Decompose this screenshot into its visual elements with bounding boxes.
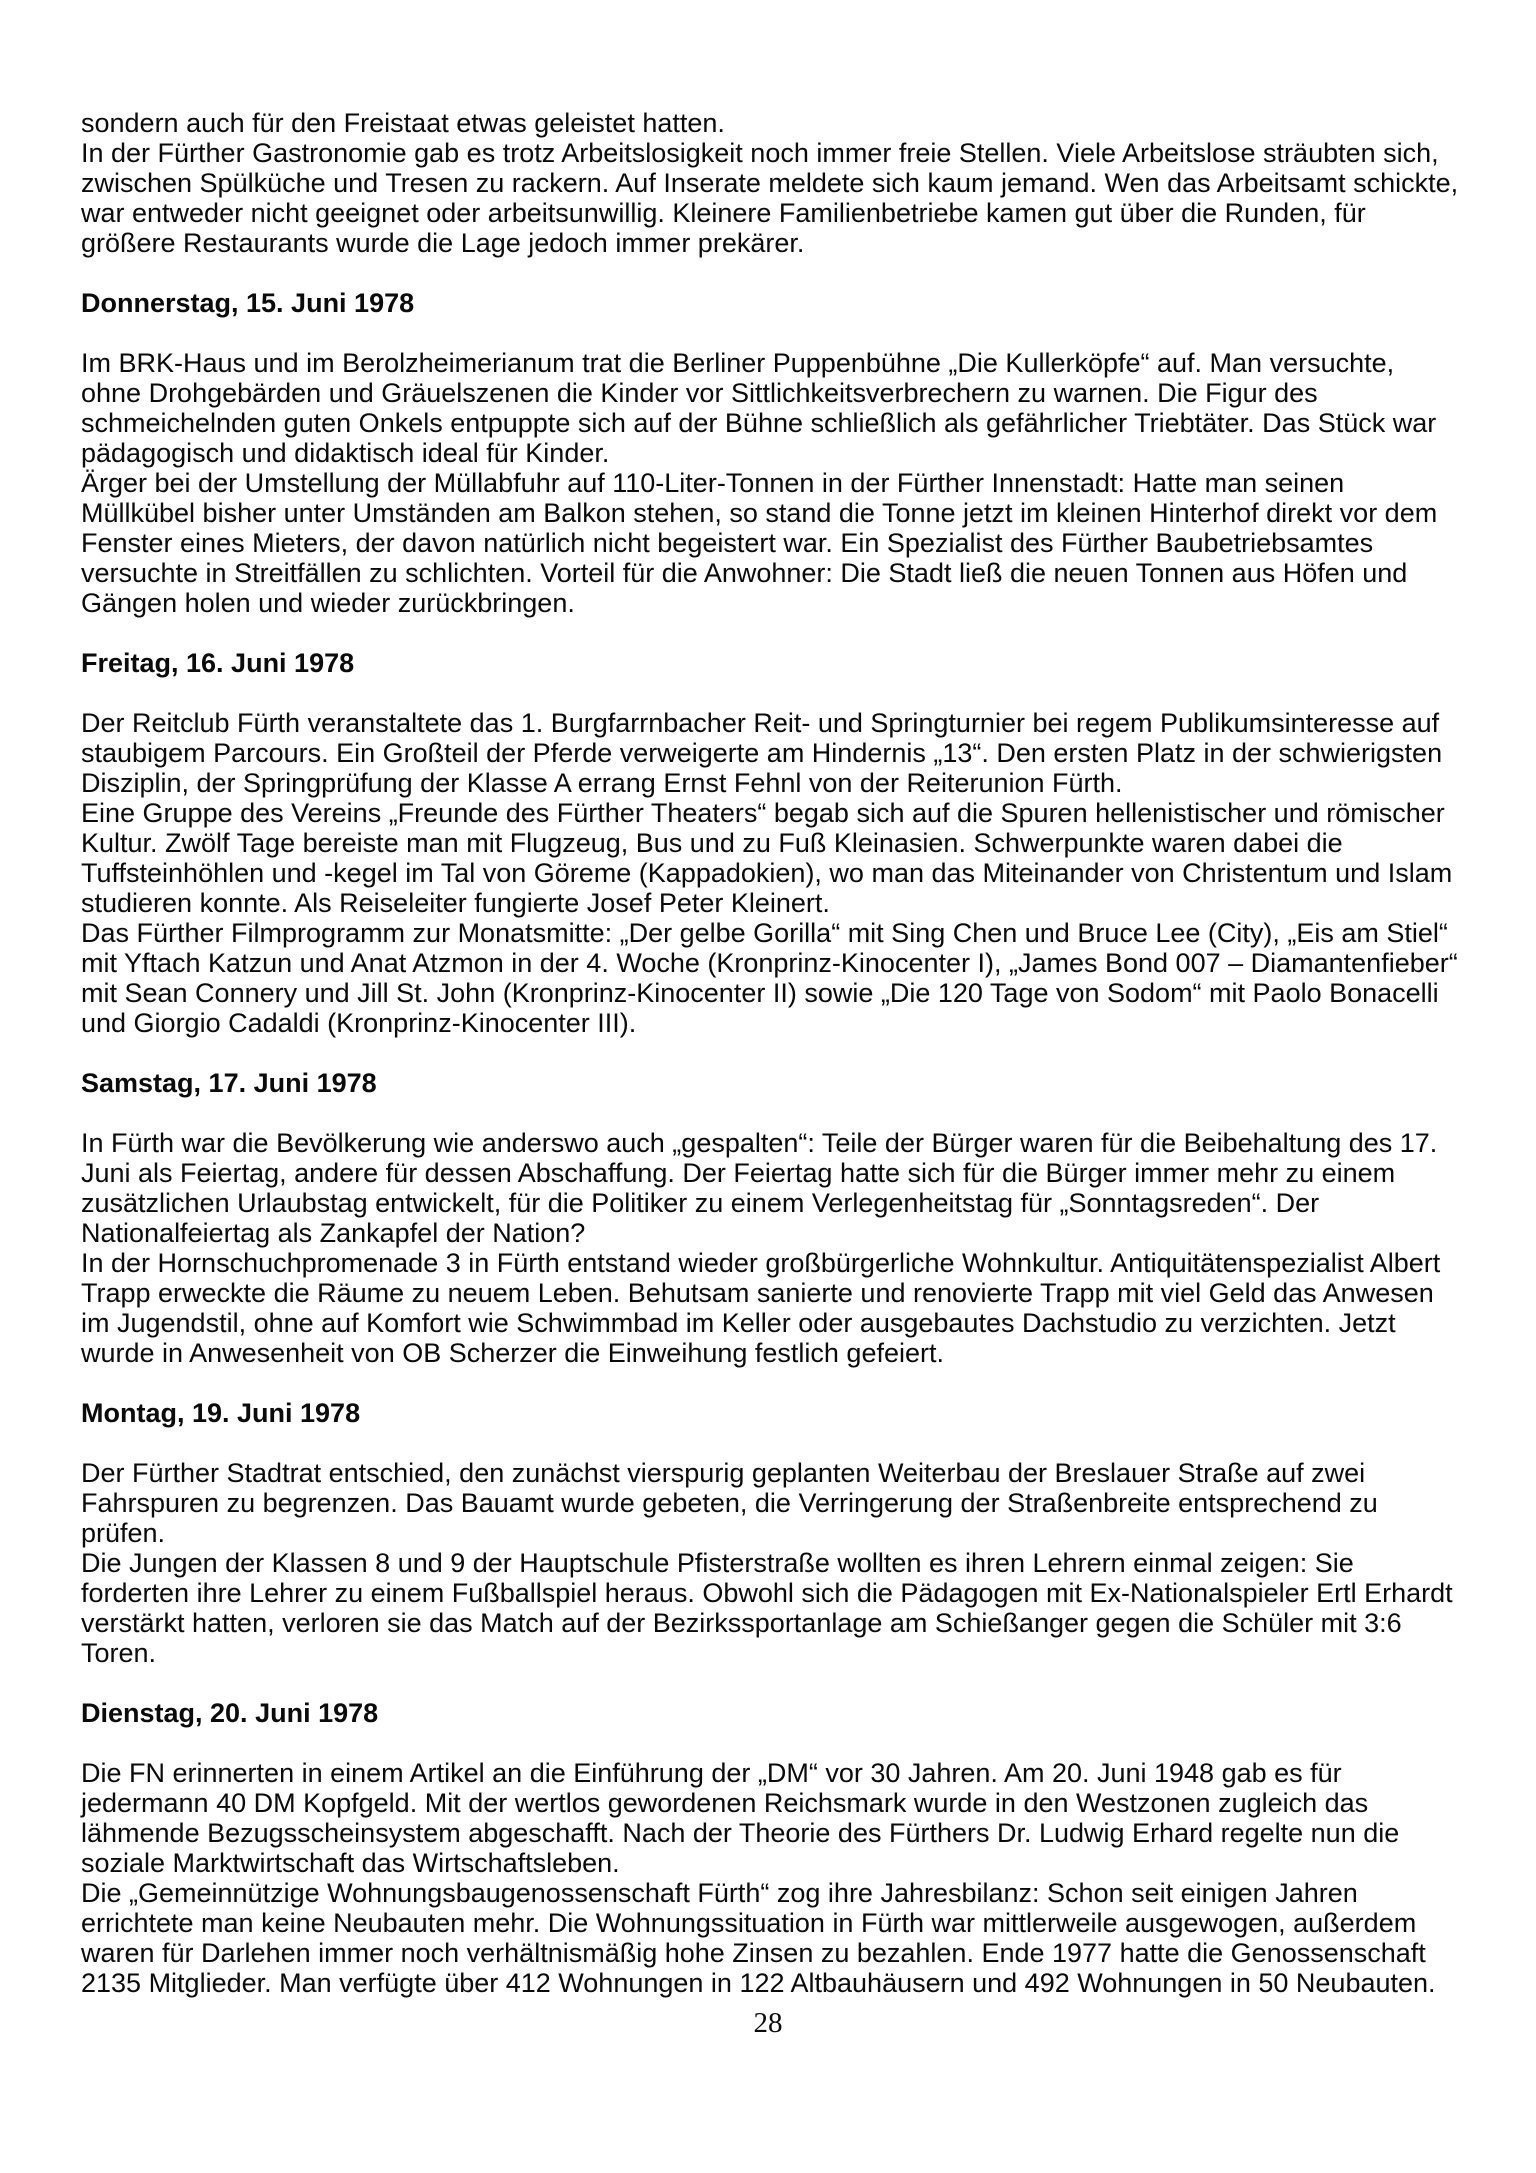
text-line: Die Jungen der Klassen 8 und 9 der Hauptschule Pfisterstraße wollten es ihren Lehrern einmal zeigen: Sie	[81, 1548, 1354, 1578]
text-line: verstärkt hatten, verloren sie das Match auf der Bezirkssportanlage am Schießanger gegen die Schüler mit 3:6	[81, 1608, 1402, 1638]
date-heading: Dienstag, 20. Juni 1978	[81, 1698, 379, 1728]
text-line: mit Yftach Katzun und Anat Atzmon in der 4. Woche (Kronprinz-Kinocenter I), „James Bond 007 – Diamantenfieber“	[81, 948, 1458, 978]
text-line: ohne Drohgebärden und Gräuelszenen die Kinder vor Sittlichkeitsverbrechern zu warnen. Die Figur des	[81, 378, 1318, 408]
text-line: jedermann 40 DM Kopfgeld. Mit der wertlos gewordenen Reichsmark wurde in den Westzonen zugleich das	[81, 1788, 1369, 1818]
text-line: und Giorgio Cadaldi (Kronprinz-Kinocenter III).	[81, 1008, 637, 1038]
text-line: versuchte in Streitfällen zu schlichten. Vorteil für die Anwohner: Die Stadt ließ die neuen Tonnen aus Höfen und	[81, 558, 1408, 588]
text-line: wurde in Anwesenheit von OB Scherzer die Einweihung festlich gefeiert.	[81, 1338, 944, 1368]
text-line: mit Sean Connery und Jill St. John (Kronprinz-Kinocenter II) sowie „Die 120 Tage von Sodom“ mit Paolo Bonacelli	[81, 978, 1439, 1008]
paragraph	[81, 1758, 1496, 1998]
paragraph	[81, 1458, 1496, 1668]
date-heading: Montag, 19. Juni 1978	[81, 1398, 361, 1428]
date-heading: Samstag, 17. Juni 1978	[81, 1068, 377, 1098]
text-line: Die FN erinnerten in einem Artikel an die Einführung der „DM“ vor 30 Jahren. Am 20. Juni 1948 gab es für	[81, 1758, 1342, 1788]
date-heading: Donnerstag, 15. Juni 1978	[81, 288, 415, 318]
text-line: schmeichelnden guten Onkels entpuppte sich auf der Bühne schließlich als gefährlicher Triebtäter. Das Stück war	[81, 408, 1437, 438]
page-number: 28	[753, 2007, 783, 2039]
text-line: pädagogisch und didaktisch ideal für Kinder.	[81, 438, 610, 468]
text-line: lähmende Bezugsscheinsystem abgeschafft. Nach der Theorie des Fürthers Dr. Ludwig Erhard regelte nun die	[81, 1818, 1400, 1848]
text-line: Trapp erweckte die Räume zu neuem Leben. Behutsam sanierte und renovierte Trapp mit viel Geld das Anwesen	[81, 1278, 1434, 1308]
text-line: Toren.	[81, 1638, 157, 1668]
text-line: waren für Darlehen immer noch verhältnismäßig hohe Zinsen zu bezahlen. Ende 1977 hatte die Genossenschaft	[81, 1938, 1426, 1968]
text-line: zusätzlichen Urlaubstag entwickelt, für die Politiker zu einem Verlegenheitstag für „Sonntagsreden“. Der	[81, 1188, 1320, 1218]
text-line: errichtete man keine Neubauten mehr. Die Wohnungssituation in Fürth war mittlerweile ausgewogen, außerdem	[81, 1908, 1417, 1938]
text-line: Der Fürther Stadtrat entschied, den zunächst vierspurig geplanten Weiterbau der Breslauer Straße auf zwei	[81, 1458, 1366, 1488]
text-line: Disziplin, der Springprüfung der Klasse A errang Ernst Fehnl von der Reiterunion Fürth.	[81, 768, 1123, 798]
text-line: In der Hornschuchpromenade 3 in Fürth entstand wieder großbürgerliche Wohnkultur. Antiquitätenspezialist Albert	[81, 1248, 1441, 1278]
text-line: Die „Gemeinnützige Wohnungsbaugenossenschaft Fürth“ zog ihre Jahresbilanz: Schon seit einigen Jahren	[81, 1878, 1358, 1908]
text-line: prüfen.	[81, 1518, 166, 1548]
text-line: Gängen holen und wieder zurückbringen.	[81, 588, 575, 618]
text-line: im Jugendstil, ohne auf Komfort wie Schwimmbad im Keller oder ausgebautes Dachstudio zu verzichten. Jetzt	[81, 1308, 1396, 1338]
text-line: zwischen Spülküche und Tresen zu rackern. Auf Inserate meldete sich kaum jemand. Wen das Arbeitsamt schickte,	[81, 168, 1459, 198]
text-line: In Fürth war die Bevölkerung wie anderswo auch „gespalten“: Teile der Bürger waren für die Beibehaltung des 17.	[81, 1128, 1438, 1158]
text-line: größere Restaurants wurde die Lage jedoch immer prekärer.	[81, 228, 805, 258]
text-line: Der Reitclub Fürth veranstaltete das 1. Burgfarrnbacher Reit- und Springturnier bei regem Publikumsinteresse auf	[81, 708, 1440, 738]
paragraph	[81, 348, 1496, 618]
text-line: soziale Marktwirtschaft das Wirtschaftsleben.	[81, 1848, 620, 1878]
text-line: In der Fürther Gastronomie gab es trotz Arbeitslosigkeit noch immer freie Stellen. Viele Arbeitslose sträubten sich,	[81, 138, 1439, 168]
text-line: staubigem Parcours. Ein Großteil der Pferde verweigerte am Hindernis „13“. Den ersten Platz in der schwierigsten	[81, 738, 1443, 768]
date-heading: Freitag, 16. Juni 1978	[81, 648, 355, 678]
text-line: Im BRK-Haus und im Berolzheimerianum trat die Berliner Puppenbühne „Die Kullerköpfe“ auf. Man versuchte,	[81, 348, 1395, 378]
text-line: studieren konnte. Als Reiseleiter fungierte Josef Peter Kleinert.	[81, 888, 830, 918]
text-line: Eine Gruppe des Vereins „Freunde des Fürther Theaters“ begab sich auf die Spuren hellenistischer und römischer	[81, 798, 1445, 828]
text-line: forderten ihre Lehrer zu einem Fußballspiel heraus. Obwohl sich die Pädagogen mit Ex-Nationalspieler Ertl Erhardt	[81, 1578, 1453, 1608]
text-line: Müllkübel bisher unter Umständen am Balkon stehen, so stand die Tonne jetzt im kleinen Hinterhof direkt vor dem	[81, 498, 1438, 528]
text-line: Fahrspuren zu begrenzen. Das Bauamt wurde gebeten, die Verringerung der Straßenbreite entsprechend zu	[81, 1488, 1378, 1518]
text-line: war entweder nicht geeignet oder arbeitsunwillig. Kleinere Familienbetriebe kamen gut über die Runden, für	[81, 198, 1366, 228]
text-line: Tuffsteinhöhlen und -kegel im Tal von Göreme (Kappadokien), wo man das Miteinander von Christentum und Islam	[81, 858, 1453, 888]
paragraph	[81, 108, 1496, 258]
text-line: 2135 Mitglieder. Man verfügte über 412 Wohnungen in 122 Altbauhäusern und 492 Wohnungen in 50 Neubauten.	[81, 1968, 1436, 1998]
paragraph	[81, 1128, 1496, 1368]
text-line: Das Fürther Filmprogramm zur Monatsmitte: „Der gelbe Gorilla“ mit Sing Chen und Bruce Lee (City), „Eis am Stiel“	[81, 918, 1448, 948]
text-line: Juni als Feiertag, andere für dessen Abschaffung. Der Feiertag hatte sich für die Bürger immer mehr zu einem	[81, 1158, 1396, 1188]
text-line: Kultur. Zwölf Tage bereiste man mit Flugzeug, Bus und zu Fuß Kleinasien. Schwerpunkte waren dabei die	[81, 828, 1343, 858]
text-line: Fenster eines Mieters, der davon natürlich nicht begeistert war. Ein Spezialist des Fürther Baubetriebsamtes	[81, 528, 1374, 558]
paragraph	[81, 708, 1496, 1038]
text-line: Nationalfeiertag als Zankapfel der Nation?	[81, 1218, 586, 1248]
text-line: sondern auch für den Freistaat etwas geleistet hatten.	[81, 108, 725, 138]
text-line: Ärger bei der Umstellung der Müllabfuhr auf 110-Liter-Tonnen in der Fürther Innenstadt: Hatte man seinen	[81, 468, 1345, 498]
